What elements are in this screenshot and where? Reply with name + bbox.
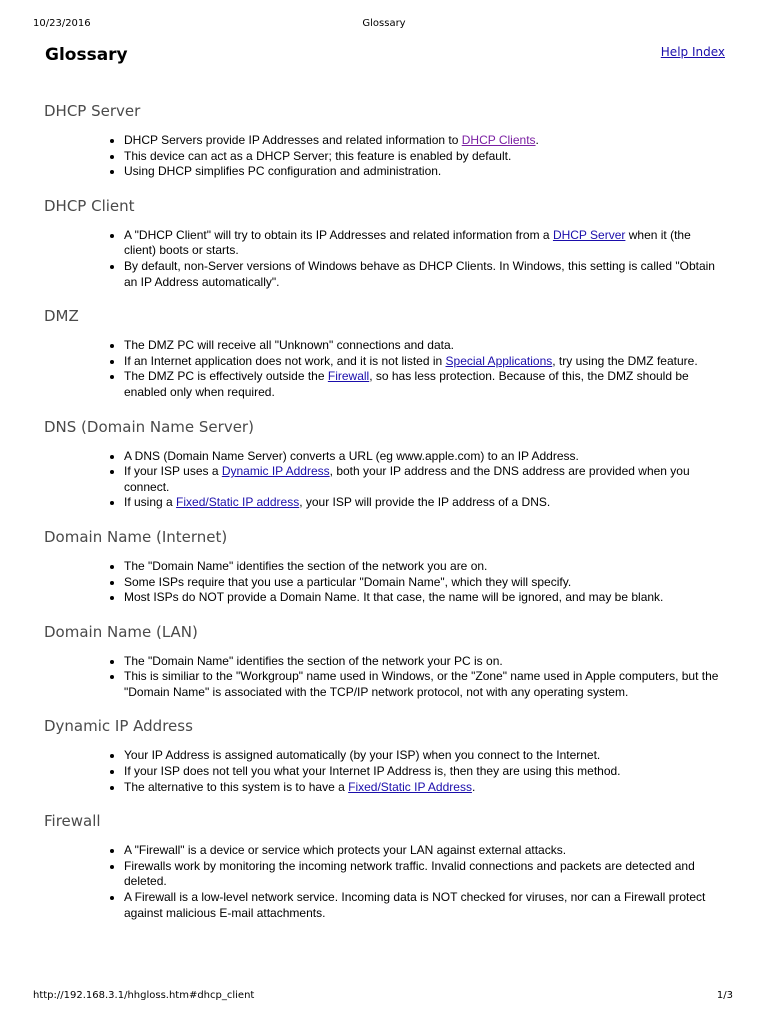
item-text: , your ISP will provide the IP address of a DNS. [299, 495, 551, 510]
list-item: • The "Domain Name" identifies the section of the network you are on. [124, 559, 725, 575]
dynamic-ip-address-link[interactable]: Dynamic IP Address [221, 464, 330, 479]
print-header [33, 18, 735, 32]
item-text: If using a [124, 495, 177, 510]
fixed-static-ip-address-link[interactable]: Fixed/Static IP address [176, 495, 300, 510]
section-dns [44, 418, 725, 511]
dhcp-server-link[interactable]: DHCP Server [552, 227, 626, 242]
list-item: • Firewalls work by monitoring the incoming network traffic. Invalid connections and packets are detected and deleted. [124, 859, 725, 890]
item-text: If an Internet application does not work, and it is not listed in [124, 353, 446, 368]
page-title: Glossary [45, 45, 128, 65]
print-date: 10/23/2016 [33, 18, 91, 29]
bullet-list [44, 228, 725, 290]
list-item: • A Firewall is a low-level network service. Incoming data is NOT checked for viruses, nor can a Firewall protect against malicious E-mail attachments. [124, 890, 725, 921]
print-title: Glossary [362, 18, 406, 29]
list-item: • If your ISP does not tell you what your Internet IP Address is, then they are using this method. [124, 764, 725, 780]
list-item: • This device can act as a DHCP Server; this feature is enabled by default. [124, 149, 725, 165]
print-footer [33, 990, 735, 1004]
item-text: . [471, 779, 476, 794]
item-text: The DMZ PC is effectively outside the [124, 369, 328, 384]
section-dhcp-client [44, 197, 725, 290]
list-item: • A DNS (Domain Name Server) converts a URL (eg www.apple.com) to an IP Address. [124, 449, 725, 465]
bullet-list [44, 559, 725, 606]
list-item: • The "Domain Name" identifies the section of the network your PC is on. [124, 654, 725, 670]
list-item: • The DMZ PC will receive all "Unknown" connections and data. [124, 338, 725, 354]
section-heading: Domain Name (Internet) [44, 527, 228, 546]
list-item [124, 354, 725, 370]
list-item [124, 495, 725, 511]
page-number: 1/3 [716, 990, 733, 1001]
section-heading: DHCP Client [44, 196, 135, 215]
title-row [44, 42, 725, 72]
list-item [124, 369, 725, 400]
section-heading: DHCP Server [44, 102, 141, 120]
item-text: , both your IP address and the DNS address are provided when you connect. [124, 464, 690, 494]
item-text: . [535, 133, 539, 147]
print-url: http://192.168.3.1/hhgloss.htm#dhcp_client [33, 990, 255, 1001]
bullet-list [44, 338, 725, 400]
item-text: The alternative to this system is to have a [124, 779, 349, 794]
item-text: If your ISP uses a [124, 464, 222, 479]
section-heading: DNS (Domain Name Server) [44, 417, 254, 436]
special-applications-link[interactable]: Special Applications [445, 353, 553, 368]
list-item: • Some ISPs require that you use a particular "Domain Name", which they will specify. [124, 575, 725, 591]
bullet-list [44, 748, 725, 795]
section-dynamic-ip-address [44, 717, 725, 795]
bullet-list [44, 449, 725, 511]
bullet-list [44, 133, 725, 180]
section-heading: Dynamic IP Address [44, 717, 193, 736]
list-item: • A "Firewall" is a device or service which protects your LAN against external attacks. [124, 843, 725, 859]
list-item: • Using DHCP simplifies PC configuration and administration. [124, 164, 725, 180]
list-item: • Your IP Address is assigned automatically (by your ISP) when you connect to the Internet. [124, 748, 725, 764]
list-item [124, 780, 725, 796]
list-item [124, 133, 725, 149]
item-text: , try using the DMZ feature. [552, 353, 698, 368]
section-dmz [44, 307, 725, 400]
list-item: • Most ISPs do NOT provide a Domain Name. It that case, the name will be ignored, and may be blank. [124, 590, 725, 606]
section-dhcp-server [44, 102, 725, 180]
firewall-link[interactable]: Firewall [327, 369, 370, 384]
section-domain-name-internet [44, 528, 725, 606]
dhcp-clients-link[interactable]: DHCP Clients [461, 133, 536, 147]
section-domain-name-lan [44, 623, 725, 701]
help-index-link[interactable]: Help Index [660, 45, 725, 59]
section-heading: Domain Name (LAN) [44, 622, 198, 641]
item-text: , so has less protection. Because of this, the DMZ should be enabled only when required. [124, 369, 689, 399]
list-item: • By default, non-Server versions of Windows behave as DHCP Clients. In Windows, this setting is called "Obtain an IP Address automatically". [124, 259, 725, 290]
item-text: A "DHCP Client" will try to obtain its IP Addresses and related information from a [124, 227, 553, 242]
item-text: DHCP Servers provide IP Addresses and related information to [124, 133, 462, 147]
list-item [124, 228, 725, 259]
list-item [124, 464, 725, 495]
document-body [44, 42, 725, 921]
section-heading: Firewall [44, 812, 101, 831]
item-text: when it (the client) boots or starts. [124, 227, 691, 258]
section-heading: DMZ [44, 307, 79, 326]
fixed-static-ip-address-link[interactable]: Fixed/Static IP Address [348, 779, 472, 794]
bullet-list [44, 654, 725, 701]
bullet-list [44, 843, 725, 921]
list-item: • This is similiar to the "Workgroup" name used in Windows, or the "Zone" name used in Apple computers, but the "Domain Name" is associated with the TCP/IP network protocol, not with any operating system. [124, 669, 725, 700]
section-firewall [44, 812, 725, 921]
